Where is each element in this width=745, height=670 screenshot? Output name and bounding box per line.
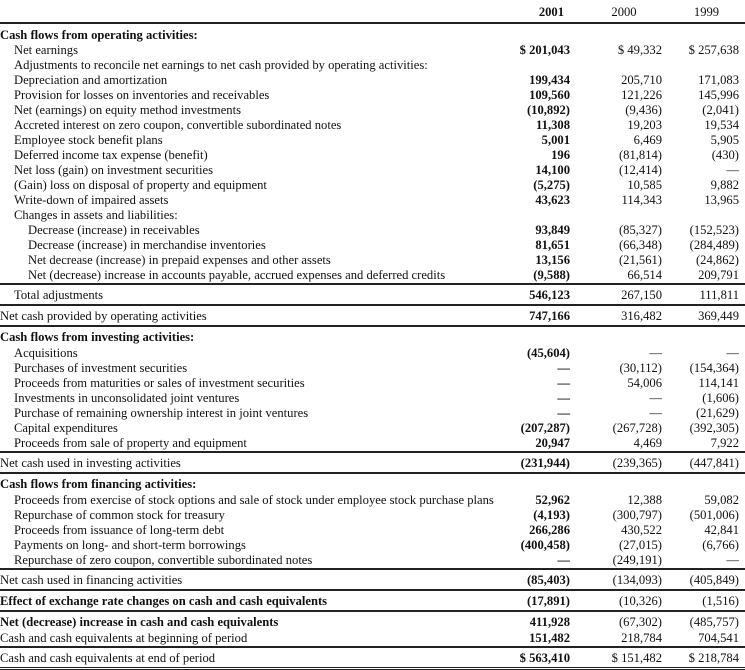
row-label: Net cash used in investing activities [0,452,488,473]
table-row [0,148,745,163]
total-row [0,452,745,473]
table-row [0,421,745,436]
value-1999: (2,041) [702,103,739,117]
table-row [0,208,745,223]
value-2000: 66,514 [627,268,662,282]
total-row [0,647,745,669]
table-row [0,436,745,452]
value-1999: (6,766) [702,538,739,552]
row-label: Total adjustments [0,284,488,305]
value-2001: (4,193) [533,508,570,522]
value-2000: (27,015) [618,538,662,552]
value-2000: (134,093) [580,569,668,590]
value-2000: 54,006 [627,376,662,390]
value-1999: 704,541 [698,631,739,645]
row-label: Repurchase of zero coupon, convertible subordinated notes [14,553,313,567]
value-1999: — [726,163,739,177]
value-1999: (405,849) [668,569,745,590]
table-row [0,103,745,118]
value-2001: (85,403) [488,569,580,590]
value-2000 [580,58,668,73]
value-2001: (9,588) [533,268,570,282]
value-1999: (485,757) [668,611,745,631]
value-1999 [668,23,745,43]
value-2000 [580,473,668,493]
value-1999: 111,811 [668,284,745,305]
value-2000: — [649,406,662,420]
value-2000: (67,302) [580,611,668,631]
row-label: Net loss (gain) on investment securities [14,163,214,177]
value-2001: 13,156 [535,253,570,267]
row-label: Cash flows from operating activities: [0,28,198,42]
row-label: Accreted interest on zero coupon, convertible subordinated notes [14,118,342,132]
table-row [0,493,745,508]
value-2000: (21,561) [618,253,662,267]
value-2000: (85,327) [618,223,662,237]
value-2001: 747,166 [488,305,580,326]
row-label: Net earnings [14,43,78,57]
row-label: Net (earnings) on equity method investments [14,103,241,117]
table-row [0,253,745,268]
total-row [0,569,745,590]
total-row [0,590,745,611]
value-2001: 196 [551,148,570,162]
value-2001 [488,23,580,43]
table-row [0,163,745,178]
table-row [0,223,745,238]
value-2000: 12,388 [627,493,662,507]
row-label: Investments in unconsolidated joint ventures [14,391,240,405]
value-1999 [668,58,745,73]
value-1999: (152,523) [689,223,739,237]
value-2001: (400,458) [520,538,570,552]
value-2000: 121,226 [621,88,662,102]
table-row [0,133,745,148]
value-2000: (66,348) [618,238,662,252]
value-2000: (81,814) [618,148,662,162]
value-2000: (267,728) [612,421,662,435]
table-row [0,118,745,133]
value-2000: (12,414) [618,163,662,177]
value-1999: — [726,553,739,567]
value-2001 [488,58,580,73]
value-1999: (501,006) [689,508,739,522]
table-row [0,58,745,73]
value-2000: (239,365) [580,452,668,473]
section-header-row [0,326,745,346]
value-2001: (10,892) [526,103,570,117]
table-row [0,523,745,538]
value-2001: — [557,406,570,420]
row-label: Provision for losses on inventories and receivables [14,88,270,102]
section-header-row [0,473,745,493]
table-row [0,631,745,647]
total-row [0,284,745,305]
table-row [0,346,745,361]
table-row [0,73,745,88]
table-row [0,553,745,569]
value-2001: 43,623 [535,193,570,207]
value-2000: (249,191) [612,553,662,567]
value-2000: 6,469 [633,133,662,147]
row-label: Changes in assets and liabilities: [14,208,178,222]
value-1999 [668,208,745,223]
row-label: Adjustments to reconcile net earnings to net cash provided by operating activities: [14,58,428,72]
value-2000: 4,469 [633,436,662,450]
value-1999: 42,841 [704,523,739,537]
value-1999: 7,922 [710,436,739,450]
table-row [0,43,745,58]
table-row [0,268,745,284]
row-label: Cash and cash equivalents at beginning of period [0,631,248,645]
row-label: Decrease (increase) in receivables [28,223,200,237]
value-2000: (300,797) [612,508,662,522]
row-label: Write-down of impaired assets [14,193,169,207]
row-label: Net (decrease) increase in cash and cash equivalents [0,611,488,631]
value-2000: 267,150 [580,284,668,305]
value-2001 [488,208,580,223]
value-1999: (21,629) [695,406,739,420]
row-label: Net decrease (increase) in prepaid expenses and other assets [28,253,331,267]
table-row [0,406,745,421]
table-row [0,376,745,391]
value-2000 [580,208,668,223]
statement-body [0,23,745,669]
value-1999: (154,364) [689,361,739,375]
total-row [0,305,745,326]
row-label: Depreciation and amortization [14,73,168,87]
value-2001: $ 563,410 [488,647,580,669]
table-row [0,391,745,406]
row-label: Proceeds from maturities or sales of investment securities [14,376,305,390]
value-2000 [580,326,668,346]
value-2001: 11,308 [536,118,570,132]
value-2000: 10,585 [627,178,662,192]
row-label: Purchase of remaining ownership interest in joint ventures [14,406,309,420]
row-label: Proceeds from sale of property and equipment [14,436,247,450]
value-1999: (24,862) [695,253,739,267]
value-1999: 145,996 [698,88,739,102]
value-1999: (392,305) [689,421,739,435]
value-2001: 5,001 [541,133,570,147]
table-row [0,238,745,253]
year-header-row [0,0,745,23]
row-label: Capital expenditures [14,421,118,435]
value-2001: 151,482 [529,631,570,645]
table-row [0,508,745,523]
value-1999: (430) [711,148,739,162]
value-2001: — [557,391,570,405]
row-label: Payments on long- and short-term borrowings [14,538,246,552]
section-header-row [0,23,745,43]
year-1999-header: 1999 [693,5,720,19]
value-2000: 218,784 [621,631,662,645]
value-1999: (447,841) [668,452,745,473]
year-2000-header: 2000 [611,5,637,19]
value-2000: $ 49,332 [617,43,662,57]
value-1999: — [726,346,739,360]
value-2000: 430,522 [621,523,662,537]
value-2001: (45,604) [526,346,570,360]
value-1999 [668,326,745,346]
value-2000: 19,203 [627,118,662,132]
table-row [0,538,745,553]
row-label: Net cash provided by operating activities [0,305,488,326]
value-1999: 171,083 [698,73,739,87]
value-2001: 52,962 [535,493,570,507]
value-2000: (9,436) [625,103,662,117]
value-2001: 81,651 [535,238,570,252]
value-2000: (30,112) [619,361,662,375]
value-2001 [488,473,580,493]
row-label: (Gain) loss on disposal of property and equipment [14,178,267,192]
row-label: Repurchase of common stock for treasury [14,508,225,522]
value-1999: 369,449 [668,305,745,326]
value-1999: 19,534 [704,118,739,132]
value-2001: 199,434 [529,73,570,87]
value-1999: (1,606) [702,391,739,405]
value-1999: $ 257,638 [688,43,739,57]
value-2000: 114,343 [621,193,662,207]
value-2000: $ 151,482 [580,647,668,669]
value-1999: 209,791 [698,268,739,282]
value-2001: — [557,361,570,375]
value-2001: (17,891) [488,590,580,611]
row-label: Proceeds from exercise of stock options and sale of stock under employee stock purchase plans [14,493,494,507]
value-2001: 266,286 [529,523,570,537]
table-row [0,361,745,376]
value-1999: 59,082 [704,493,739,507]
row-label: Net (decrease) increase in accounts payable, accrued expenses and deferred credits [28,268,446,282]
value-1999: 13,965 [704,193,739,207]
table-row [0,88,745,103]
value-1999: (284,489) [689,238,739,252]
row-label: Proceeds from issuance of long-term debt [14,523,225,537]
value-2001: — [557,553,570,567]
value-1999: (1,516) [668,590,745,611]
value-2000: (10,326) [580,590,668,611]
value-2001: — [557,376,570,390]
value-1999: 9,882 [710,178,739,192]
value-2000: — [649,346,662,360]
value-2000: 205,710 [621,73,662,87]
value-2001: 20,947 [535,436,570,450]
year-2001-header: 2001 [538,5,564,19]
value-1999: 5,905 [710,133,739,147]
row-label: Acquisitions [14,346,78,360]
total-row [0,611,745,631]
row-label: Decrease (increase) in merchandise inventories [28,238,266,252]
value-2000: — [649,391,662,405]
row-label: Cash flows from investing activities: [0,326,488,346]
value-2001: (231,944) [488,452,580,473]
value-2001: 109,560 [529,88,570,102]
value-2001: $ 201,043 [519,43,570,57]
value-1999: 114,141 [698,376,739,390]
table-row [0,193,745,208]
value-1999: $ 218,784 [668,647,745,669]
value-2001: 411,928 [488,611,580,631]
row-label: Net cash used in financing activities [0,569,488,590]
value-2001: 546,123 [488,284,580,305]
row-label: Deferred income tax expense (benefit) [14,148,208,162]
value-2001 [488,326,580,346]
row-label: Purchases of investment securities [14,361,188,375]
row-label: Cash and cash equivalents at end of period [0,647,488,669]
label-header [0,0,488,23]
row-label: Effect of exchange rate changes on cash and cash equivalents [0,590,488,611]
value-2000: 316,482 [580,305,668,326]
value-2001: (207,287) [520,421,570,435]
value-1999 [668,473,745,493]
row-label: Cash flows from financing activities: [0,473,488,493]
table-row [0,178,745,193]
value-2001: 93,849 [535,223,570,237]
value-2001: (5,275) [533,178,570,192]
row-label: Employee stock benefit plans [14,133,163,147]
value-2001: 14,100 [535,163,570,177]
value-2000 [580,23,668,43]
